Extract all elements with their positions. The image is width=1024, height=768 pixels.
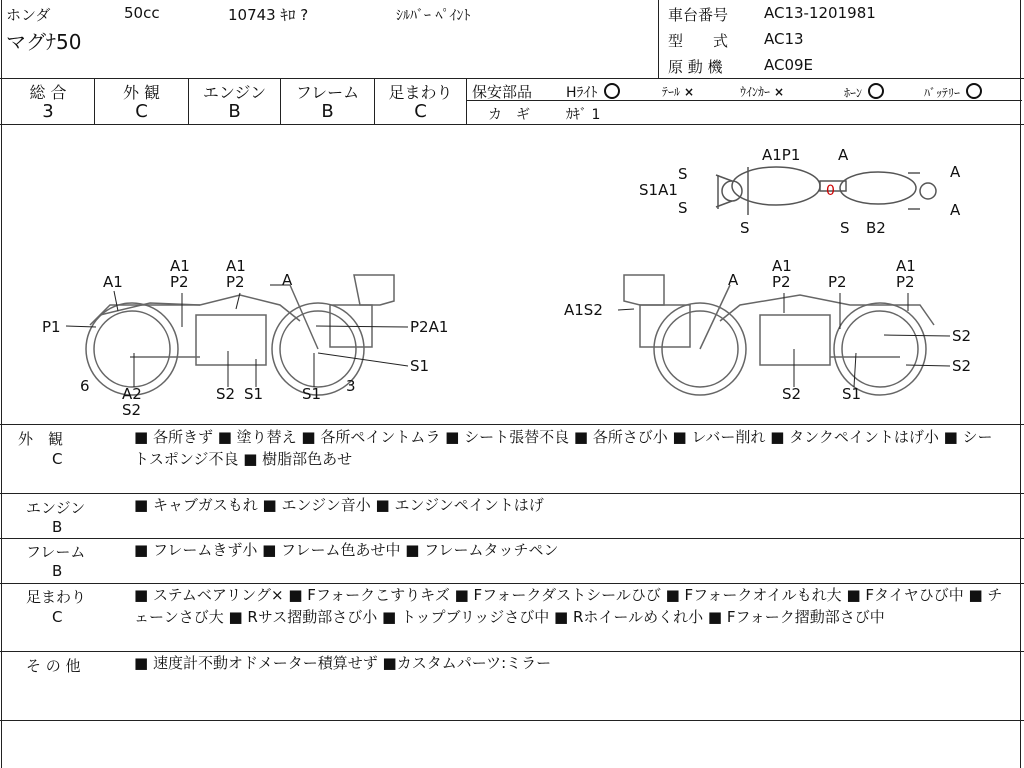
diagram-label: A2: [122, 385, 142, 403]
top-view-labels: [639, 146, 961, 237]
diagram-label: P2A1: [410, 318, 449, 336]
ok-circle-icon: [868, 83, 884, 99]
maker: ホンダ: [6, 6, 51, 24]
diagram-label: S2: [122, 401, 142, 419]
diagram-label: A: [282, 271, 293, 289]
grade-label-overall: 総 合: [29, 83, 67, 102]
color: ｼﾙﾊﾞｰ ﾍﾟｲﾝﾄ: [396, 8, 471, 24]
diagram-label: A1: [772, 257, 792, 275]
safety-item-tail: [662, 83, 694, 100]
diagram-label: B2: [866, 219, 886, 237]
type-value: AC13: [764, 30, 804, 48]
diagram-label: S1: [244, 385, 264, 403]
frame-no: AC13-1201981: [764, 4, 876, 22]
grade-label-engine: エンジン: [202, 83, 267, 102]
displacement: 50cc: [124, 4, 160, 22]
detail-text: ■ 速度計不動オドメーター積算せず ■カスタムパーツ:ミラー: [134, 654, 552, 672]
diagram-label: A1: [896, 257, 916, 275]
diagram-label: S1: [842, 385, 862, 403]
safety-item-label: Hﾗｲﾄ: [566, 85, 598, 101]
grade-label-exterior: 外 観: [122, 83, 161, 102]
diagram-label: A: [950, 201, 961, 219]
damage-diagram: [0, 125, 1024, 425]
ok-circle-icon: [604, 83, 620, 99]
detail-text: ■ ステムベアリング× ■ Fフォークこすりキズ ■ Fフォークダストシールひび ■ Fフォークオイルもれ大 ■ Fタイヤひび中 ■ チェーンさび大 ■ Rサス摺動部さび小 ■ トップブリッジさび中 ■ Rホイールめくれ小 ■ Fフォーク摺動部さび中: [134, 586, 1003, 626]
divider: [0, 720, 1024, 721]
key-label: カ ギ: [488, 107, 530, 123]
diagram-label: P2: [772, 273, 791, 291]
divider: [0, 78, 1024, 79]
diagram-label: A1: [103, 273, 123, 291]
mileage: 10743 ｷﾛ ?: [228, 6, 309, 24]
safety-item-battery: [924, 83, 982, 101]
diagram-label: S2: [782, 385, 802, 403]
detail-title: 外 観: [18, 430, 64, 448]
grade-value-frame: B: [321, 101, 334, 122]
diagram-label: A1: [226, 257, 246, 275]
diagram-label: P2: [828, 273, 847, 291]
diagram-label: S2: [952, 327, 972, 345]
diagram-label: A1P1: [762, 146, 801, 164]
divider: [658, 0, 659, 78]
detail-title: フレーム: [26, 543, 86, 561]
detail-title: 足まわり: [26, 588, 87, 606]
diagram-label: S: [678, 165, 688, 183]
grade-label-frame: フレーム: [295, 83, 360, 102]
detail-text: ■ キャブガスもれ ■ エンジン音小 ■ エンジンペイントはげ: [134, 496, 544, 514]
frame-no-label: 車台番号: [668, 6, 729, 24]
diagram-label: S2: [952, 357, 972, 375]
safety-item-horn: [844, 83, 884, 101]
diagram-label: S1A1: [639, 181, 678, 199]
detail-title: エンジン: [26, 499, 86, 517]
detail-title: そ の 他: [26, 657, 81, 675]
grade-label-suspension: 足まわり: [388, 83, 453, 102]
diagram-label: P2: [170, 273, 189, 291]
key-value: ｶｷﾞ 1: [566, 107, 601, 123]
red-mark: 0: [826, 183, 835, 199]
detail-grade: B: [52, 562, 63, 580]
detail-grade: C: [52, 450, 63, 468]
diagram-label: A: [838, 146, 849, 164]
grade-value-suspension: C: [414, 101, 427, 122]
diagram-label: S1: [302, 385, 322, 403]
engine-value: AC09E: [764, 56, 814, 74]
safety-title: 保安部品: [472, 83, 533, 101]
diagram-label: A: [950, 163, 961, 181]
left-bike-labels: [42, 257, 448, 419]
diagram-label: S: [840, 219, 850, 237]
grade-value-engine: B: [228, 101, 241, 122]
safety-item-label: ﾊﾞｯﾃﾘｰ: [924, 86, 961, 100]
detail-text: ■ フレームきず小 ■ フレーム色あせ中 ■ フレームタッチペン: [134, 541, 559, 559]
diagram-label: P1: [42, 318, 61, 336]
diagram-label: 3: [346, 377, 356, 395]
safety-item-label: ｳｲﾝｶｰ: [740, 85, 771, 99]
diagram-label: S: [740, 219, 750, 237]
grade-value-overall: 3: [42, 101, 54, 122]
ng-cross-icon: ×: [774, 85, 785, 99]
grade-value-exterior: C: [135, 101, 148, 122]
safety-item-label: ﾃｰﾙ: [662, 85, 681, 99]
diagram-label: S1: [410, 357, 430, 375]
divider: [466, 78, 467, 124]
detail-grade: C: [52, 608, 63, 626]
type-label: 型 式: [668, 32, 729, 50]
engine-label: 原 動 機: [668, 58, 723, 76]
diagram-label: A1: [170, 257, 190, 275]
ok-circle-icon: [966, 83, 982, 99]
diagram-label: S2: [216, 385, 236, 403]
diagram-label: P2: [896, 273, 915, 291]
model-name: マグﾅ50: [6, 30, 82, 54]
detail-text: ■ 各所きず ■ 塗り替え ■ 各所ペイントムラ ■ シート張替不良 ■ 各所さび小 ■ レバー削れ ■ タンクペイントはげ小 ■ シートスポンジ不良 ■ 樹脂部色あせ: [134, 428, 993, 468]
detail-grade: B: [52, 518, 63, 536]
ng-cross-icon: ×: [684, 85, 695, 99]
diagram-label: A: [728, 271, 739, 289]
diagram-label: P2: [226, 273, 245, 291]
safety-item-winker: [740, 83, 784, 100]
diagram-label: A1S2: [564, 301, 603, 319]
safety-item-headlight: [566, 82, 620, 102]
right-bike-labels: [564, 257, 971, 403]
diagram-label: S: [678, 199, 688, 217]
safety-item-label: ﾎｰﾝ: [844, 86, 863, 100]
divider: [0, 424, 1024, 425]
diagram-label: 6: [80, 377, 90, 395]
